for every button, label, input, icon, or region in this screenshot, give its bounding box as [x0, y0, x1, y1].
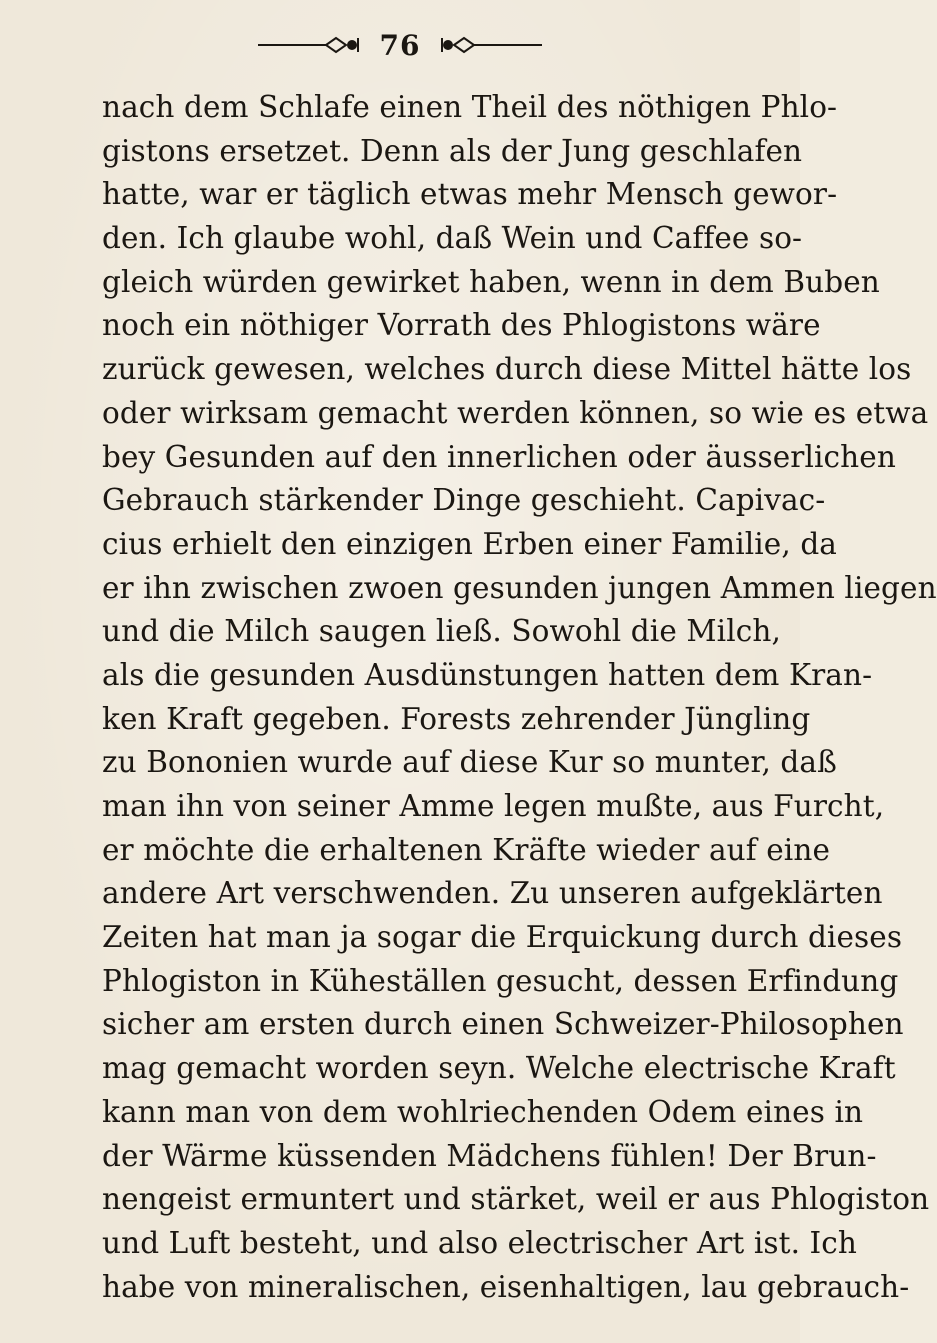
text-line: mag gemacht worden seyn. Welche electrische Kraft — [102, 1051, 896, 1086]
text-line: Zeiten hat man ja sogar die Erquickung durch dieses — [102, 920, 903, 955]
text-line: als die gesunden Ausdünstungen hatten dem Kran- — [102, 657, 873, 692]
text-line: habe von mineralischen, eisenhaltigen, lau gebrauch- — [102, 1269, 910, 1304]
text-line: zu Bononien wurde auf diese Kur so munter, daß — [102, 745, 837, 780]
text-line: und Luft besteht, und also electrischer Art ist. Ich — [102, 1225, 858, 1260]
text-line: den. Ich glaube wohl, daß Wein und Caffee so- — [102, 221, 803, 256]
text-line: gistons ersetzet. Denn als der Jung geschlafen — [102, 133, 803, 168]
text-line: andere Art verschwenden. Zu unseren aufgeklärten — [102, 876, 883, 911]
text-line: ken Kraft gegeben. Forests zehrender Jüngling — [102, 701, 811, 736]
text-line: er ihn zwischen zwoen gesunden jungen Ammen liegen — [102, 570, 937, 605]
left-ornament-icon — [256, 35, 366, 55]
page-number: 76 — [379, 28, 421, 62]
text-line: gleich würden gewirket haben, wenn in dem Buben — [102, 264, 880, 299]
body-text — [102, 86, 937, 1309]
right-ornament-icon — [434, 35, 544, 55]
page-header — [0, 20, 800, 70]
text-line: zurück gewesen, welches durch diese Mittel hätte los — [102, 352, 912, 387]
text-line: der Wärme küssenden Mädchens fühlen! Der Brun- — [102, 1138, 877, 1173]
text-line: nengeist ermuntert und stärket, weil er aus Phlogiston — [102, 1182, 930, 1217]
text-line: oder wirksam gemacht werden können, so wie es etwa — [102, 395, 929, 430]
text-line: und die Milch saugen ließ. Sowohl die Milch, — [102, 614, 781, 649]
text-line: hatte, war er täglich etwas mehr Mensch gewor- — [102, 177, 838, 212]
text-line: er möchte die erhaltenen Kräfte wieder auf eine — [102, 832, 830, 867]
text-line: noch ein nöthiger Vorrath des Phlogistons wäre — [102, 308, 821, 343]
text-line: kann man von dem wohlriechenden Odem eines in — [102, 1094, 864, 1129]
text-line: man ihn von seiner Amme legen mußte, aus Furcht, — [102, 789, 885, 823]
text-line: Phlogiston in Küheställen gesucht, dessen Erfindung — [102, 963, 899, 998]
text-line: nach dem Schlafe einen Theil des nöthigen Phlo- — [102, 90, 838, 124]
text-line: bey Gesunden auf den innerlichen oder äusserlichen — [102, 439, 896, 474]
text-line: cius erhielt den einzigen Erben einer Familie, da — [102, 526, 837, 561]
text-line: Gebrauch stärkender Dinge geschieht. Capivac- — [102, 483, 826, 518]
text-line: sicher am ersten durch einen Schweizer-Philosophen — [102, 1007, 904, 1042]
